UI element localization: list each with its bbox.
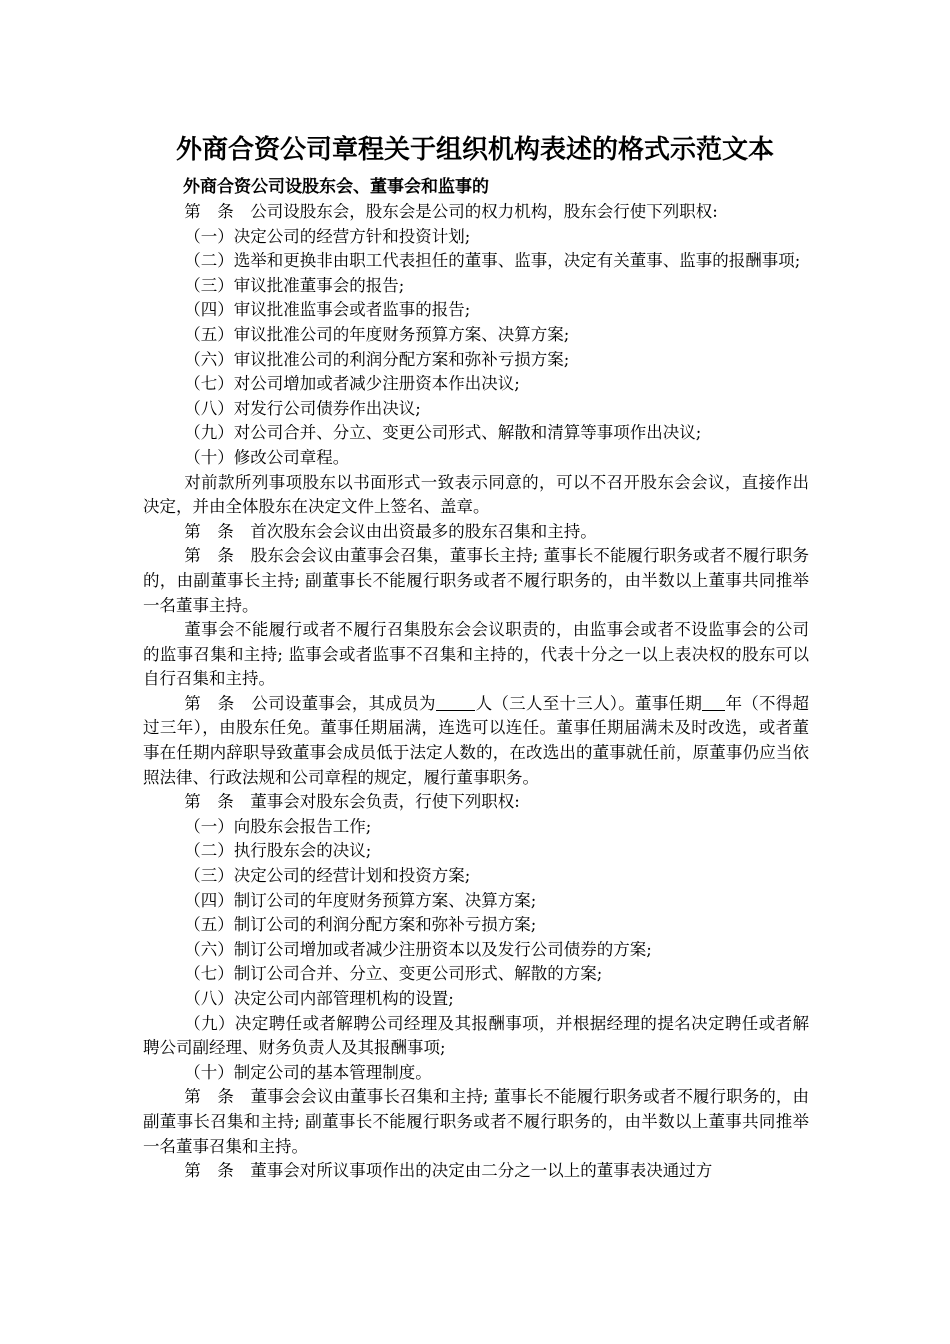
article-board-of-directors [143,692,809,790]
text-segment: 年（不得超过三年），由股东任免。董事任期届满，连选可以连任。董事任期届满未及时改选，或者董事在任期内辞职导致董事会成员低于法定人数的，在改选出的董事就任前，原董事仍应当依照法律、行政法规和公司章程的规定，履行董事职务。 [143,693,810,787]
list-item: （十）修改公司章程。 [184,447,350,467]
article-board-resolution: 第 条 董事会对所议事项作出的决定由二分之一以上的董事表决通过方 [184,1161,713,1181]
list-item: （七）对公司增加或者减少注册资本作出决议; [184,374,520,394]
list-item: （四）审议批准监事会或者监事的报告; [184,300,471,320]
blank-term-years [702,694,725,712]
list-item: （三）审议批准董事会的报告; [184,275,405,295]
list-item: （十）制定公司的基本管理制度。 [184,1062,432,1082]
list-item: （一）向股东会报告工作; [184,816,372,836]
section-heading: 外商合资公司设股东会、董事会和监事的 [183,177,489,197]
document-body [143,200,809,1184]
list-item: （九）对公司合并、分立、变更公司形式、解散和清算等事项作出决议; [184,423,702,443]
text-segment: 人（三人至十三人）。董事任期 [475,693,703,713]
paragraph: 董事会不能履行或者不履行召集股东会会议职责的，由监事会或者不设监事会的公司的监事召集和主持; 监事会或者监事不召集和主持的，代表十分之一以上表决权的股东可以自行召集和主持。 [143,620,809,689]
article-board-meeting: 第 条 董事会会议由董事长召集和主持; 董事长不能履行职务或者不履行职务的，由副董事长召集和主持; 副董事长不能履行职务或者不履行职务的，由半数以上董事共同推举一名董事召集和主持。 [143,1087,809,1156]
list-item: （二）选举和更换非由职工代表担任的董事、监事，决定有关董事、监事的报酬事项; [184,251,801,271]
list-item: （六）制订公司增加或者减少注册资本以及发行公司债券的方案; [184,939,652,959]
list-item: （九）决定聘任或者解聘公司经理及其报酬事项，并根据经理的提名决定聘任或者解聘公司副经理、财务负责人及其报酬事项; [143,1013,809,1058]
list-item: （四）制订公司的年度财务预算方案、决算方案; [184,890,537,910]
list-item: （五）制订公司的利润分配方案和弥补亏损方案; [184,915,537,935]
text-segment: 第 条 公司设董事会，其成员为 [184,693,436,713]
list-item: （八）决定公司内部管理机构的设置; [184,989,454,1008]
list-item: （八）对发行公司债券作出决议; [184,398,421,418]
list-item: （五）审议批准公司的年度财务预算方案、决算方案; [184,324,570,344]
blank-member-count [436,694,476,712]
article-board-powers: 第 条 董事会对股东会负责，行使下列职权: [184,792,520,812]
list-item: （七）制订公司合并、分立、变更公司形式、解散的方案; [184,964,603,984]
document-title: 外商合资公司章程关于组织机构表述的格式示范文本 [175,135,774,165]
list-item: （二）执行股东会的决议; [184,841,372,861]
article-shareholders-meeting: 第 条 公司设股东会，股东会是公司的权力机构，股东会行使下列职权: [184,202,718,221]
paragraph: 对前款所列事项股东以书面形式一致表示同意的，可以不召开股东会会议，直接作出决定，并由全体股东在决定文件上签名、盖章。 [143,472,809,517]
article-first-meeting: 第 条 首次股东会会议由出资最多的股东召集和主持。 [184,521,597,541]
list-item: （六）审议批准公司的利润分配方案和弥补亏损方案; [184,349,570,369]
list-item: （一）决定公司的经营方针和投资计划; [184,226,471,246]
list-item: （三）决定公司的经营计划和投资方案; [184,866,471,886]
article-meeting-convening: 第 条 股东会会议由董事会召集，董事长主持; 董事长不能履行职务或者不履行职务的，由副董事长主持; 副董事长不能履行职务或者不履行职务的，由半数以上董事共同推举一名董事主持。 [143,546,809,615]
